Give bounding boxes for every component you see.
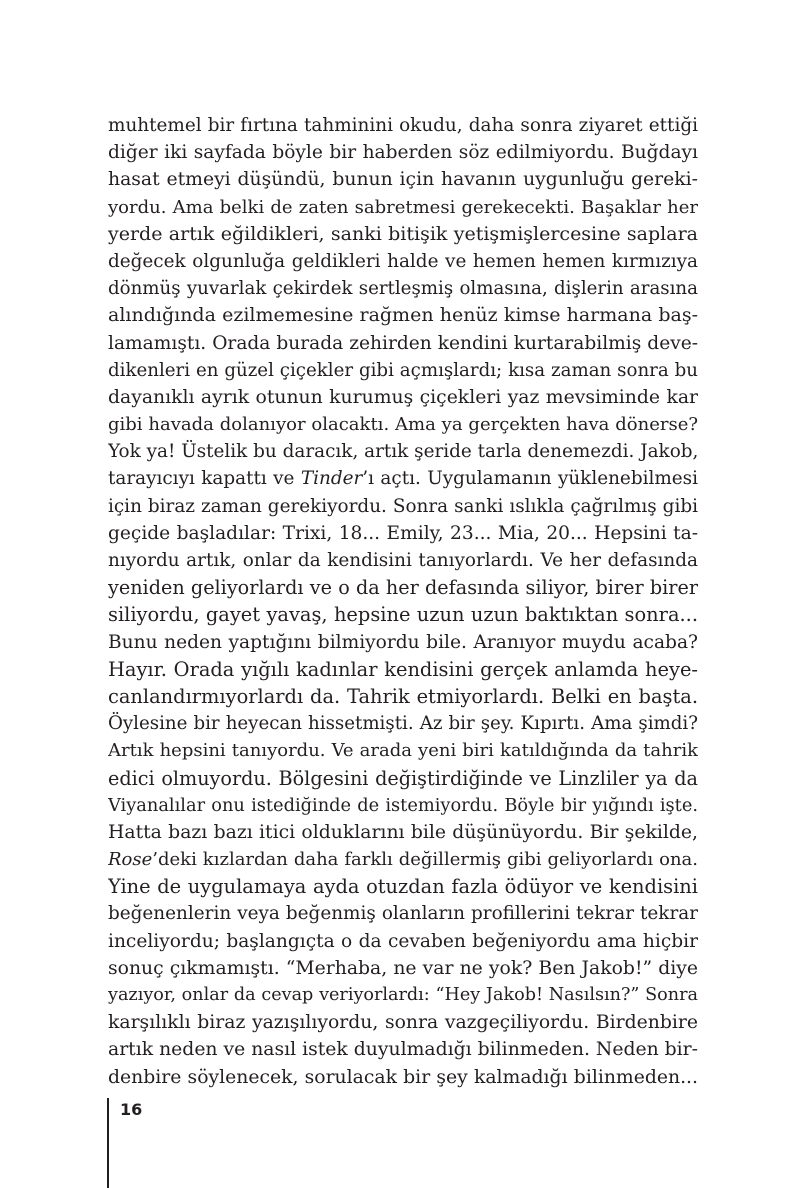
text-segment: ’ı açtı. Uygulamanın yüklenebilmesi	[362, 468, 698, 490]
text-line	[108, 465, 698, 492]
text-line: Hayır. Orada yığılı kadınlar kendisini gerçek anlamda heye-	[108, 657, 698, 681]
text-line: nıyordu artık, onlar da kendisini tanıyorlardı. Ve her defasında	[108, 550, 698, 571]
page-number: 16	[120, 1100, 143, 1119]
text-line	[108, 846, 698, 873]
italic-title: Tinder	[300, 468, 363, 490]
text-line: yeniden geliyorlardı ve o da her defasında siliyor, birer birer	[108, 576, 698, 600]
italic-title: Rose	[108, 849, 153, 871]
text-line: dönmüş yuvarlak çekirdek sertleşmiş olmasına, dişlerin arasına	[108, 278, 698, 300]
footer-rule	[107, 1098, 109, 1188]
text-line: gibi havada dolanıyor olacaktı. Ama ya gerçekten hava dönerse?	[108, 414, 698, 436]
text-line: diğer iki sayfada böyle bir haberden söz edilmiyordu. Buğdayı	[108, 142, 698, 164]
text-line: edici olmuyordu. Bölgesini değiştirdiğinde ve Linzliler ya da	[108, 766, 698, 790]
text-line: denbire söylenecek, sorulacak bir şey kalmadığı bilinmeden...	[108, 1066, 698, 1088]
text-line: geçide başladılar: Trixi, 18... Emily, 23... Mia, 20... Hepsini ta-	[108, 522, 698, 544]
text-line: alındığında ezilmemesine rağmen henüz kimse harmana baş-	[108, 304, 698, 327]
text-line: siliyordu, gayet yavaş, hepsine uzun uzun baktıktan sonra...	[108, 603, 698, 627]
text-line: Yine de uygulamaya ayda otuzdan fazla ödüyor ve kendisini	[108, 875, 698, 899]
text-line: inceliyordu; başlangıçta o da cevaben beğeniyordu ama hiçbir	[108, 930, 698, 952]
text-line: Hatta bazı bazı itici olduklarını bile düşünüyordu. Bir şekilde,	[108, 821, 698, 843]
text-line: lamamıştı. Orada burada zehirden kendini kurtarabilmiş deve-	[108, 332, 698, 354]
text-segment: ’deki kızlardan daha farklı değillermiş gibi geliyorlardı ona.	[152, 849, 698, 871]
text-line: canlandırmıyorlardı da. Tahrik etmiyorlardı. Belki en başta.	[108, 684, 698, 708]
text-line: dikenleri en güzel çiçekler gibi açmışlardı; kısa zaman sonra bu	[108, 359, 698, 381]
text-line: değecek olgunluğa geldikleri halde ve hemen hemen kırmızıya	[108, 250, 698, 272]
text-line: karşılıklı biraz yazışılıyordu, sonra vazgeçiliyordu. Birdenbire	[108, 1012, 698, 1034]
text-line: için biraz zaman gerekiyordu. Sonra sanki ıslıkla çağrılmış gibi	[108, 495, 698, 517]
text-line: Bunu neden yaptığını bilmiyordu bile. Aranıyor muydu acaba?	[108, 631, 698, 653]
text-segment: tarayıcıyı kapattı ve	[108, 468, 301, 490]
text-line: muhtemel bir fırtına tahminini okudu, daha sonra ziyaret ettiği	[108, 115, 698, 136]
text-line: Yok ya! Üstelik bu daracık, artık şeride tarla denemezdi. Jakob,	[108, 441, 698, 463]
text-line: dayanıklı ayrık otunun kurumuş çiçekleri yaz mevsiminde kar	[108, 386, 698, 408]
text-line: hasat etmeyi düşündü, bunun için havanın uygunluğu gereki-	[108, 169, 698, 191]
text-line: sonuç çıkmamıştı. “Merhaba, ne var ne yok? Ben Jakob!” diye	[108, 957, 698, 979]
text-line: yazıyor, onlar da cevap veriyorlardı: “Hey Jakob! Nasılsın?” Sonra	[108, 985, 698, 1005]
text-line: artık neden ve nasıl istek duyulmadığı bilinmeden. Neden bir-	[108, 1039, 698, 1061]
body-text	[108, 112, 698, 1091]
text-line: beğenenlerin veya beğenmiş olanların profillerini tekrar tekrar	[108, 903, 698, 925]
text-line: Artık hepsini tanıyordu. Ve arada yeni biri katıldığında da tahrik	[108, 740, 698, 762]
text-line: yerde artık eğildikleri, sanki bitişik yetişmişlercesine saplara	[108, 222, 698, 245]
text-line: yordu. Ama belki de zaten sabretmesi gerekecekti. Başaklar her	[108, 196, 698, 218]
text-line: Viyanalılar onu istediğinde de istemiyordu. Böyle bir yığındı işte.	[108, 794, 698, 816]
text-line: Öylesine bir heyecan hissetmişti. Az bir şey. Kıpırtı. Ama şimdi?	[108, 713, 698, 735]
